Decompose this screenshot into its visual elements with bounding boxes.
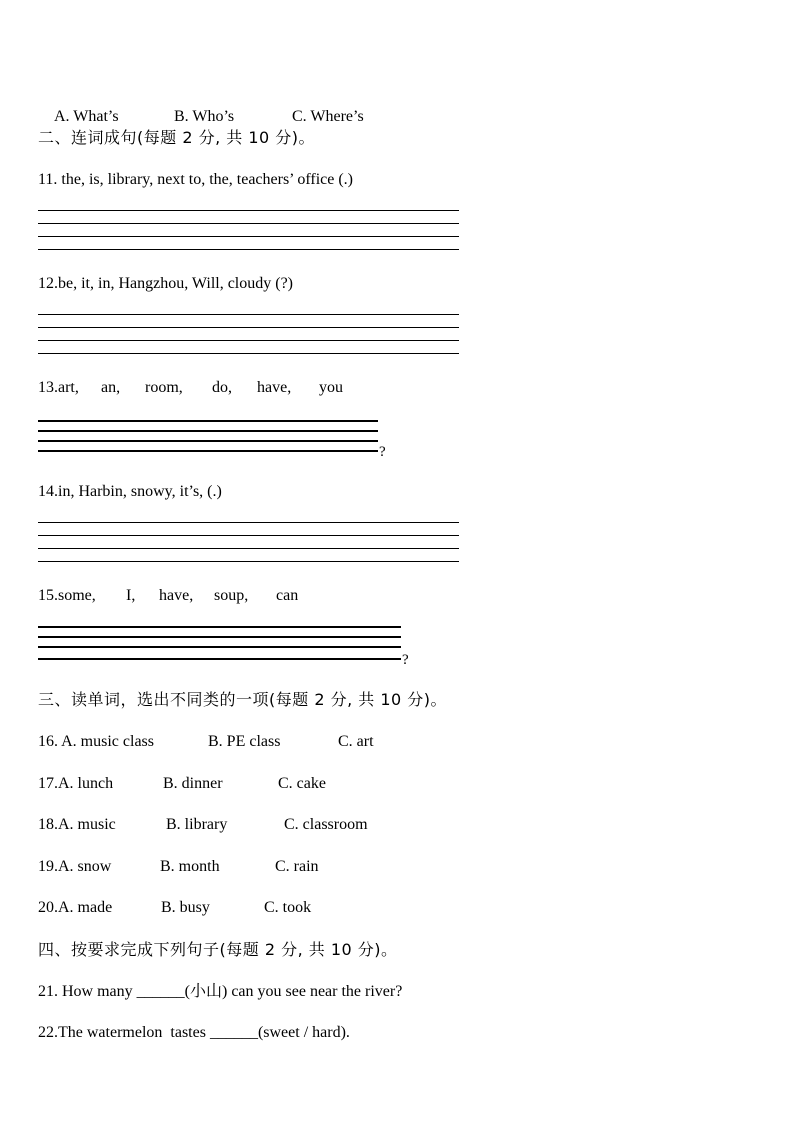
- section3-heading: 三、读单词，选出不同类的一项(每题 2 分, 共 10 分)。: [38, 690, 448, 709]
- answer-line: [38, 249, 459, 250]
- q15-number: 15: [38, 587, 54, 604]
- answer-line: [38, 450, 378, 452]
- q15-word: .some,: [54, 587, 96, 604]
- q19-option-a: .A. snow: [54, 858, 112, 875]
- q16-option-c: C. art: [338, 733, 374, 750]
- q12-prompt: [38, 274, 293, 294]
- q12-number: 12: [38, 275, 54, 292]
- q13-prompt: [38, 378, 343, 398]
- section2-heading: 二、连词成句(每题 2 分, 共 10 分)。: [38, 128, 316, 147]
- answer-line: [38, 223, 459, 224]
- q18-options: [38, 815, 368, 835]
- q18-number: 18: [38, 816, 54, 833]
- q17-option-a: .A. lunch: [54, 775, 114, 792]
- q13-word: have,: [257, 379, 292, 396]
- answer-line: [38, 353, 459, 354]
- answer-line: [38, 636, 401, 638]
- q14-text: .in, Harbin, snowy, it’s, (.): [54, 483, 222, 500]
- q17-option-b: B. dinner: [163, 775, 223, 792]
- answer-line: [38, 420, 378, 422]
- answer-line: [38, 440, 378, 442]
- answer-line: [38, 535, 459, 536]
- q18-option-a: .A. music: [54, 816, 116, 833]
- q18-option-b: B. library: [166, 816, 228, 833]
- q22-prompt: [38, 1023, 350, 1043]
- answer-line: [38, 340, 459, 341]
- q19-options: [38, 857, 319, 877]
- q15-word: soup,: [214, 587, 249, 604]
- section4-heading: 四、按要求完成下列句子(每题 2 分, 共 10 分)。: [38, 940, 398, 959]
- q21-text: . How many ______(小山) can you see near the river?: [54, 983, 403, 1000]
- answer-line: [38, 626, 401, 628]
- q11-text: . the, is, library, next to, the, teachers’ office (.): [53, 171, 353, 188]
- answer-line: [38, 210, 459, 211]
- q10-option-c: C. Where’s: [292, 108, 364, 125]
- answer-line: [38, 236, 459, 237]
- q16-option-b: B. PE class: [208, 733, 281, 750]
- q17-number: 17: [38, 775, 54, 792]
- q13-word: do,: [212, 379, 232, 396]
- q13-word: an,: [101, 379, 121, 396]
- q20-option-c: C. took: [264, 899, 312, 916]
- answer-line: [38, 646, 401, 648]
- q19-number: 19: [38, 858, 54, 875]
- q21-number: 21: [38, 983, 54, 1000]
- q15-prompt: [38, 586, 298, 606]
- q20-options: [38, 898, 311, 918]
- q13-word: you: [319, 379, 343, 396]
- q10-option-b: B. Who’s: [174, 108, 235, 125]
- q21-prompt: [38, 982, 402, 1002]
- answer-line: [38, 522, 459, 523]
- q15-end-mark: ?: [402, 652, 409, 668]
- q10-option-a: A. What’s: [54, 108, 119, 125]
- q17-option-c: C. cake: [278, 775, 326, 792]
- q11-number: 11: [38, 171, 54, 188]
- answer-line: [38, 430, 378, 432]
- q20-number: 20: [38, 899, 54, 916]
- q12-text: .be, it, in, Hangzhou, Will, cloudy (?): [54, 275, 294, 292]
- q22-text: .The watermelon tastes ______(sweet / hard).: [54, 1024, 350, 1041]
- q14-number: 14: [38, 483, 54, 500]
- q11-prompt: [38, 170, 353, 190]
- q19-option-c: C. rain: [275, 858, 319, 875]
- answer-line: [38, 327, 459, 328]
- answer-line: [38, 314, 459, 315]
- answer-line: [38, 658, 401, 660]
- q17-options: [38, 774, 326, 794]
- q15-word: can: [276, 587, 299, 604]
- q13-number: 13: [38, 379, 54, 396]
- q15-word: have,: [159, 587, 194, 604]
- q13-word: room,: [145, 379, 183, 396]
- q15-word: I,: [126, 587, 136, 604]
- q20-option-a: .A. made: [54, 899, 113, 916]
- q16-number: 16: [38, 733, 54, 750]
- q19-option-b: B. month: [160, 858, 220, 875]
- q22-number: 22: [38, 1024, 54, 1041]
- q18-option-c: C. classroom: [284, 816, 368, 833]
- answer-line: [38, 548, 459, 549]
- q13-word: .art,: [54, 379, 79, 396]
- answer-line: [38, 561, 459, 562]
- q13-end-mark: ?: [379, 444, 386, 460]
- q16-option-a: . A. music class: [54, 733, 154, 750]
- q14-prompt: [38, 482, 222, 502]
- q20-option-b: B. busy: [161, 899, 210, 916]
- q16-options: [38, 732, 374, 752]
